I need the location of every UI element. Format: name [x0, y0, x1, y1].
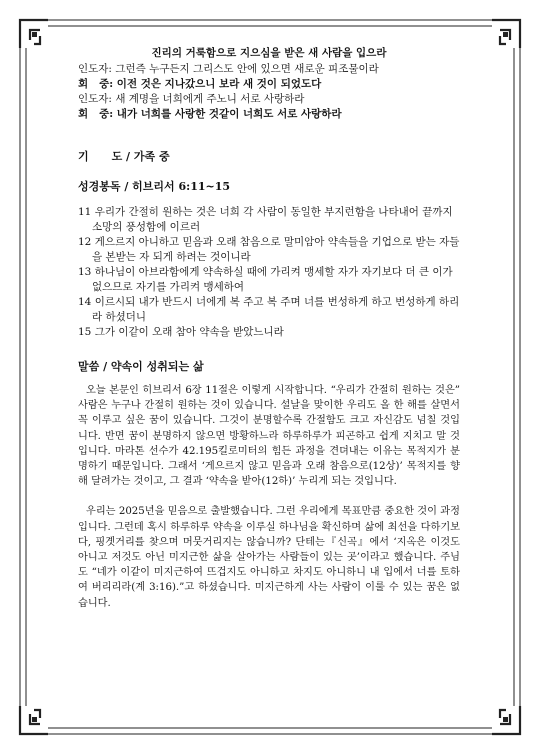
- responsive-line-leader-2: [78, 92, 460, 107]
- verse-13: 13 하나님이 아브라함에게 약속하실 때에 가리켜 맹세할 자가 자기보다 더 큰 이가 없으므로 자기를 가리켜 맹세하여: [78, 266, 453, 293]
- sermon-paragraph-2: 우리는 2025년을 믿음으로 출발했습니다. 그런 우리에게 목표만큼 중요한 것이 과정입니다. 그런데 혹시 하루하루 약속을 이루실 하나님을 확신하며 삶에 최선을 다하기보다, 핑곗거리를 찾으며 머뭇거리지는 않습니까? 단테는『신곡』에서 ‘지옥은 이것도 아니고 저것도 아닌 미지근한 삶을 살아가는 사람들이 있는 곳’이라고 했습니다. 주님도 “네가 이같이 미지근하여 뜨겁지도 아니하고 차지도 아니하니 내 입에서 너를 토하여 버리리라(계 3:16).”고 하셨습니다. 미지근하게 사는 사람이 이룰 수 있는 꿈은 없습니다.: [78, 506, 460, 609]
- sermon-heading: 말씀 / 약속이 성취되는 삶: [78, 360, 204, 373]
- speaker-label: 회 중:: [78, 108, 114, 120]
- verse-14: 14 이르시되 내가 반드시 너에게 복 주고 복 주며 너를 번성하게 하고 번성하게 하리라 하셨더니: [78, 296, 460, 323]
- responsive-text: 그런즉 누구든지 그리스도 안에 있으면 새로운 피조물이라: [115, 63, 379, 75]
- bible-reading-heading: 성경봉독 / 히브리서 6:11~15: [78, 180, 231, 193]
- responsive-line-leader-1: [78, 62, 460, 77]
- responsive-line-congregation-2: [78, 107, 460, 122]
- verse-12: 12 게으르지 아니하고 믿음과 오래 참음으로 말미암아 약속들을 기업으로 받는 자들을 본받는 자 되게 하려는 것이니라: [78, 236, 460, 263]
- speaker-label: 회 중:: [78, 78, 114, 90]
- verse-11: 11 우리가 간절히 원하는 것은 너희 각 사람이 동일한 부지런함을 나타내어 끝까지 소망의 풍성함에 이르러: [78, 206, 453, 233]
- responsive-text: 이전 것은 지나갔으니 보라 새 것이 되었도다: [116, 78, 322, 90]
- responsive-reading-title: 진리의 거룩함으로 지으심을 받은 새 사람을 입으라: [151, 47, 387, 59]
- bible-verses: [78, 205, 460, 340]
- responsive-text: 내가 너희를 사랑한 것같이 너희도 서로 사랑하라: [116, 108, 342, 120]
- bulletin-content: [78, 46, 460, 611]
- prayer-heading: 기 도 / 가족 중: [78, 150, 170, 163]
- speaker-label: 인도자:: [78, 63, 112, 75]
- sermon-paragraph-1: 오늘 본문인 히브리서 6장 11절은 이렇게 시작합니다. “우리가 간절히 원하는 것은” 사람은 누구나 간절히 원하는 것이 있습니다. 설날을 맞이한 우리도 올 한 해를 살면서 꼭 이루고 싶은 꿈이 있습니다. 그것이 분명할수록 간절함도 크고 자신감도 넘칠 것입니다. 반면 꿈이 분명하지 않으면 방황하느라 하루하루가 피곤하고 쉽게 지치고 말 것입니다. 마라톤 선수가 42.195킬로미터의 힘든 과정을 견뎌내는 이유는 목적지가 분명하기 때문입니다. 그래서 ‘게으르지 않고 믿음과 오래 참음으로(12상)’ 목적지를 향해 달려가는 것이고, 그 결과 ‘약속을 받아(12하)’ 누리게 되는 것입니다.: [78, 385, 460, 488]
- speaker-label: 인도자:: [78, 93, 112, 105]
- responsive-line-congregation-1: [78, 77, 460, 92]
- verse-15: 15 그가 이같이 오래 참아 약속을 받았느니라: [78, 326, 284, 338]
- responsive-text: 새 계명을 너희에게 주노니 서로 사랑하라: [115, 93, 305, 105]
